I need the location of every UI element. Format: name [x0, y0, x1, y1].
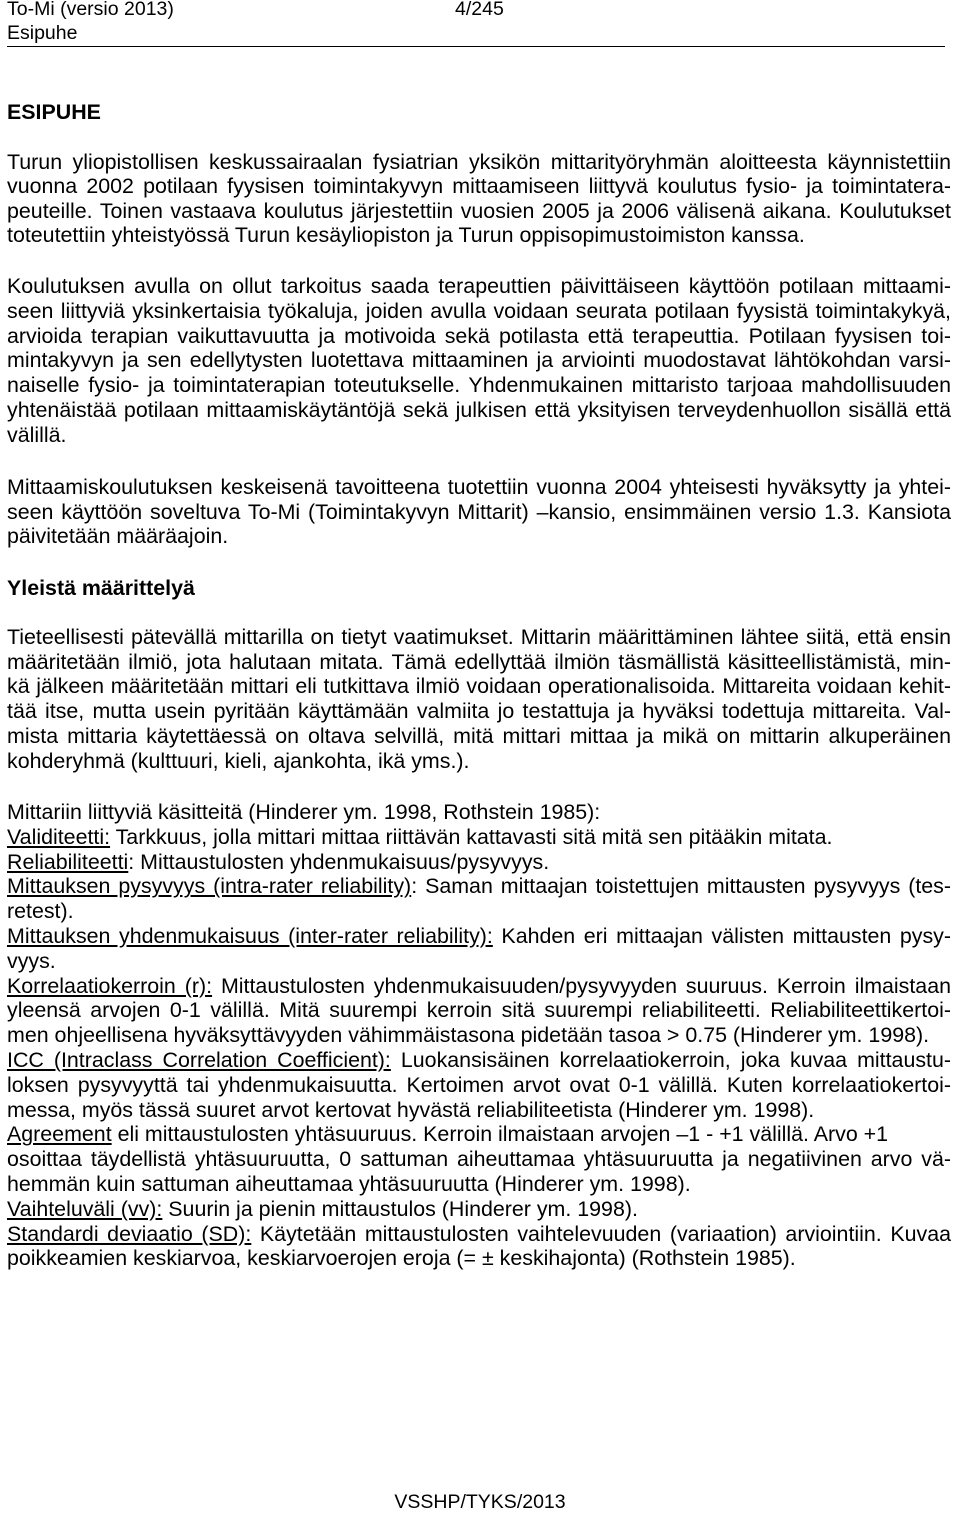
definition-term: Reliabiliteetti — [7, 849, 129, 874]
definition-validity — [7, 825, 951, 850]
paragraph-line: Tieteellisesti pätevällä mittarilla on tietyt vaatimukset. Mittarin määrittäminen lähtee siitä, että ensin — [7, 625, 951, 649]
page-title: ESIPUHE — [7, 100, 101, 124]
paragraph-line: Mittaamiskoulutuksen keskeisenä tavoitteena tuotettiin vuonna 2004 yhteisesti hyväksytty ja yhtei- — [7, 475, 951, 499]
definition-term: Korrelaatiokerroin (r): — [7, 973, 213, 998]
paragraph-line: Turun yliopistollisen keskussairaalan fysiatrian yksikön mittarityöryhmän aloitteesta käynnistettiin — [7, 150, 951, 174]
paragraph-line: seen liittyviä yksinkertaisia työkaluja, joiden avulla voidaan seurata potilaan fyysistä toimintakykyä, — [7, 298, 951, 323]
definition-text-line: yleensä arvojen 0-1 välillä. Mitä suurempi kerroin sitä suurempi reliabiliteetti. Reliabiliteettikertoi- — [7, 998, 951, 1023]
paragraph-line: mintakyvyn ja sen edellytysten luotettava mittaaminen ja arviointi muodostavat lähtökohdan varsi- — [7, 348, 951, 373]
definition-text: Luokansisäinen korrelaatiokerroin, joka kuvaa mittaustu- — [390, 1047, 951, 1072]
header-divider — [7, 46, 945, 47]
definition-text: eli mittaustulosten yhtäsuuruus. Kerroin ilmaistaan arvojen –1 - +1 välillä. Arvo +1 — [111, 1122, 889, 1147]
section-heading: Yleistä määrittelyä — [7, 576, 195, 600]
paragraph-line: mista mittaria käytettäessä on oltava selvillä, mitä mittari mittaa ja mikä on mittarin alkuperäinen — [7, 723, 951, 748]
paragraph-line: tää itse, mutta usein pyritään käyttämään valmiita jo testattuja ja hyväksi todettuja mittareita. Val- — [7, 699, 951, 724]
definition-text-line: osoittaa täydellistä yhtäsuuruutta, 0 sattuman aiheuttamaa yhtäsuuruutta ja negatiivinen arvo vä- — [7, 1147, 951, 1172]
header-section: Esipuhe — [7, 22, 78, 44]
definition-range — [7, 1197, 951, 1222]
definition-text: Mittaustulosten yhdenmukaisuuden/pysyvyyden suuruus. Kerroin ilmaistaan — [212, 973, 951, 998]
definition-text-line: vyys. — [7, 948, 56, 973]
paragraph-line: määritetään ilmiö, jota halutaan mitata. Tämä edellyttää ilmiön täsmällistä käsitteellistämistä, min- — [7, 649, 951, 674]
paragraph-line: päivitetään määräajoin. — [7, 524, 229, 549]
paragraph-2 — [7, 274, 951, 448]
definition-text-line: retest). — [7, 899, 74, 924]
definition-term: Standardi deviaatio (SD): — [7, 1221, 252, 1246]
header-page-number: 4/245 — [455, 0, 504, 20]
definition-reliability — [7, 850, 951, 875]
paragraph-line: vuonna 2002 potilaan fyysisen toimintakyvyn mittaamiseen liittyvä koulutus fysio- ja toimintatera- — [7, 174, 951, 199]
paragraph-3 — [7, 475, 951, 549]
definition-text-line: loksen pysyvyyttä tai yhdenmukaisuutta. Kertoimen arvot ovat 0-1 välillä. Kuten korrelaatiokertoi- — [7, 1072, 951, 1097]
page-footer: VSSHP/TYKS/2013 — [394, 1491, 566, 1513]
paragraph-line: Koulutuksen avulla on ollut tarkoitus saada terapeuttien päivittäiseen käyttöön potilaan mittaami- — [7, 274, 951, 298]
definition-sd — [7, 1222, 951, 1247]
paragraph-line: arvioida terapian vaikuttavuutta ja motivoida sekä potilasta että terapeuttia. Potilaan fyysisen toi- — [7, 323, 951, 348]
paragraph-line: seen käyttöön soveltuva To-Mi (Toimintakyvyn Mittarit) –kansio, ensimmäinen versio 1.3. Kansiota — [7, 499, 951, 524]
definition-text: Kahden eri mittaajan välisten mittausten pysy- — [492, 923, 951, 948]
definitions-list — [7, 800, 951, 1271]
definition-text-line: men ohjeellisena hyväksyttävyyden vähimmäistasona pidetään tasoa > 0.75 (Hinderer ym. 1998). — [7, 1023, 930, 1048]
definition-icc — [7, 1048, 951, 1073]
paragraph-4 — [7, 625, 951, 773]
definition-term: Agreement — [7, 1122, 112, 1147]
definition-text: Käytetään mittaustulosten vaihtelevuuden (variaation) arviointiin. Kuvaa — [251, 1221, 951, 1246]
paragraph-line: toteutettiin yhteistyössä Turun kesäyliopiston ja Turun oppisopimustoimiston kanssa. — [7, 223, 805, 248]
paragraph-line: yhtenäistää potilaan mittaamiskäytäntöjä sekä julkisen että yksityisen terveydenhuollon sisällä että — [7, 397, 951, 422]
header-document-title: To-Mi (versio 2013) — [7, 0, 174, 20]
definitions-intro: Mittariin liittyviä käsitteitä (Hinderer ym. 1998, Rothstein 1985): — [7, 800, 601, 824]
paragraph-line: kä jälkeen määritetään mittari eli tutkittava ilmiö voidaan operationalisoida. Mittareita voidaan kehit- — [7, 674, 951, 699]
definition-term: Mittauksen pysyvyys (intra-rater reliability) — [7, 874, 412, 899]
definition-text: Suurin ja pienin mittaustulos (Hinderer ym. 1998). — [162, 1196, 638, 1221]
definition-text-line: poikkeamien keskiarvoa, keskiarvoerojen eroja (= ± keskihajonta) (Rothstein 1985). — [7, 1246, 796, 1271]
definition-term: Mittauksen yhdenmukaisuus (inter-rater reliability): — [7, 923, 493, 948]
definition-term: Vaihteluväli (vv): — [7, 1196, 163, 1221]
definition-term: ICC (Intraclass Correlation Coefficient): — [7, 1047, 391, 1072]
definition-text: : Mittaustulosten yhdenmukaisuus/pysyvyys. — [128, 849, 550, 874]
paragraph-line: kohderyhmä (kulttuuri, kieli, ajankohta, ikä yms.). — [7, 748, 470, 773]
definition-agreement — [7, 1122, 951, 1147]
paragraph-1 — [7, 150, 951, 248]
definition-inter-rater — [7, 924, 951, 949]
definition-intra-rater — [7, 874, 951, 899]
paragraph-line: peuteille. Toinen vastaava koulutus järjestettiin vuosien 2005 ja 2006 välisenä aikana. Koulutukset — [7, 198, 951, 223]
definition-correlation — [7, 974, 951, 999]
definition-text-line: messa, myös tässä suuret arvot kertovat hyvästä reliabiliteetista (Hinderer ym. 1998). — [7, 1097, 815, 1122]
definition-text: Tarkkuus, jolla mittari mittaa riittävän kattavasti sitä mitä sen pitääkin mitata. — [110, 824, 833, 849]
definition-text: : Saman mittaajan toistettujen mittausten pysyvyys (tes- — [411, 874, 951, 899]
definition-term: Validiteetti: — [7, 824, 111, 849]
definition-text-line: hemmän kuin sattuman aiheuttamaa yhtäsuuruutta (Hinderer ym. 1998). — [7, 1171, 691, 1196]
paragraph-line: välillä. — [7, 422, 67, 447]
paragraph-line: naiselle fysio- ja toimintaterapian toteutukselle. Yhdenmukainen mittaristo tarjoaa mahdollisuuden — [7, 373, 951, 398]
